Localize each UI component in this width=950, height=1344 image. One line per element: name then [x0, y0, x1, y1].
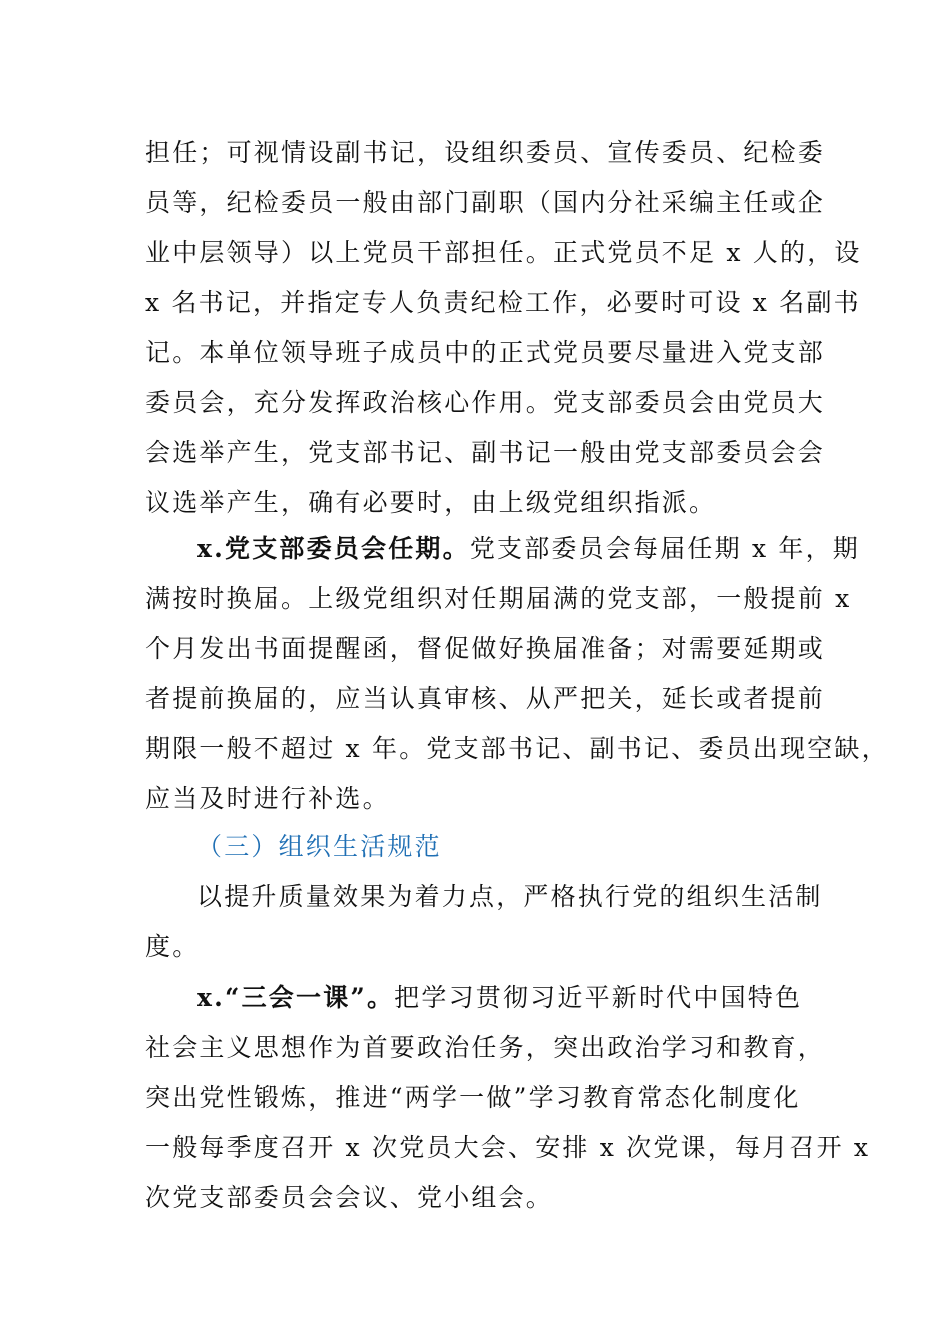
bold-lead: x.“三会一课”。: [197, 983, 395, 1012]
section-heading: [145, 822, 825, 872]
text-line: 业中层领导）以上党员干部担任。正式党员不足 x 人的，设: [145, 238, 862, 267]
text-line: 应当及时进行补选。: [145, 784, 390, 813]
text-line: 满按时换届。上级党组织对任期届满的党支部，一般提前 x: [145, 584, 852, 613]
text-line: 突出党性锻炼，推进“两学一做”学习教育常态化制度化: [145, 1083, 801, 1112]
text-line: 以提升质量效果为着力点，严格执行党的组织生活制: [197, 882, 823, 911]
text-line: 员等，纪检委员一般由部门副职（国内分社采编主任或企: [145, 188, 826, 217]
text-run: 党支部委员会每届任期 x 年，期: [469, 534, 861, 563]
text-line: 期限一般不超过 x 年。党支部书记、副书记、委员出现空缺，: [145, 734, 889, 763]
text-line: 议选举产生，确有必要时，由上级党组织指派。: [145, 488, 717, 517]
text-line: 次党支部委员会会议、党小组会。: [145, 1183, 554, 1212]
text-line: 会选举产生，党支部书记、副书记一般由党支部委员会会: [145, 438, 826, 467]
text-line: [145, 973, 825, 1023]
text-line: 社会主义思想作为首要政治任务，突出政治学习和教育，: [145, 1033, 826, 1062]
paragraph-committee-term: [145, 524, 889, 824]
text-line: 个月发出书面提醒函，督促做好换届准备；对需要延期或: [145, 634, 826, 663]
text-line: 一般每季度召开 x 次党员大会、安排 x 次党课，每月召开 x: [145, 1133, 871, 1162]
text-run: 把学习贯彻习近平新时代中国特色: [394, 983, 803, 1012]
paragraph-three-meetings: [145, 973, 871, 1223]
text-line: 者提前换届的，应当认真审核、从严把关，延长或者提前: [145, 684, 826, 713]
bold-lead: x.党支部委员会任期。: [197, 534, 470, 563]
paragraph-committee-composition: [145, 128, 862, 528]
text-line: 度。: [145, 932, 200, 961]
text-line: x 名书记，并指定专人负责纪检工作，必要时可设 x 名副书: [145, 288, 861, 317]
text-line: 委员会，充分发挥政治核心作用。党支部委员会由党员大: [145, 388, 826, 417]
text-line: 记。本单位领导班子成员中的正式党员要尽量进入党支部: [145, 338, 826, 367]
section-heading-text: （三）组织生活规范: [197, 832, 442, 861]
text-line: 担任；可视情设副书记，设组织委员、宣传委员、纪检委: [145, 138, 826, 167]
paragraph-organization-life: [145, 872, 825, 972]
text-line: [145, 524, 861, 574]
